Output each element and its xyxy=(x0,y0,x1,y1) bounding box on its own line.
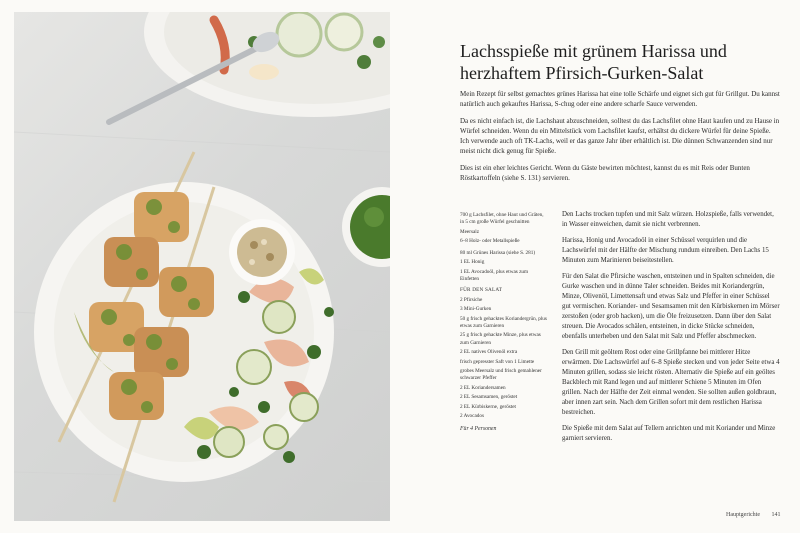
ingredient-item: 2 EL Sesamsamen, geröstet xyxy=(460,394,518,401)
method-step: Die Spieße mit dem Salat auf Tellern anrichten und mit Koriander und Minze garniert servieren. xyxy=(562,425,776,442)
ingredient-item: 2 EL natives Olivenöl extra xyxy=(460,349,518,356)
ingredient-item: Meersalz xyxy=(460,228,480,235)
ingredient-item: frisch gepresster Saft von 1 Limette xyxy=(460,358,535,365)
recipe-photo xyxy=(14,12,390,521)
ingredient-item: 1 EL Avocadoöl, plus etwas zum Einfetten xyxy=(460,268,528,282)
salad-heading: FÜR DEN SALAT xyxy=(460,287,503,294)
ingredient-item: 700 g Lachsfilet, ohne Haut und Gräten, in 5 cm große Würfel geschnitten xyxy=(460,212,544,226)
ingredient-item: 80 ml Grünes Harissa (siehe S. 281) xyxy=(460,249,536,256)
spice-bowl xyxy=(229,219,295,285)
ingredient-item: 50 g frisch gehacktes Koriandergrün, plus etwas zum Garnieren xyxy=(460,315,547,329)
page-number: 141 xyxy=(771,512,781,518)
page-footer xyxy=(726,512,780,518)
main-plate xyxy=(34,152,334,502)
ingredient-item: 3 Mini-Gurken xyxy=(460,306,492,313)
recipe-title: Lachsspieße mit grünem Harissa und herzhaftem Pfirsich-Gurken-Salat xyxy=(460,41,727,83)
ingredient-item: grobes Meersalz und frisch gemahlener schwarzer Pfeffer xyxy=(460,368,542,382)
intro-paragraph: Da es nicht einfach ist, die Lachshaut abzuschneiden, solltest du das Lachsfilet ohne Haut kaufen und zu Hause in Würfel schneiden. Wenn du ein Mittelstück vom Lachsfilet kaufst, erhältst du dickere Würfel für deine Spieße. Ich verwende auch oft TK-Lachs, weil er das ganze Jahr über erhältlich ist. Die dünnen Schwanzenden sind nur meist nicht dick genug für Spieße. xyxy=(460,117,780,155)
recipe-intro xyxy=(460,89,780,190)
recipe-page xyxy=(390,0,800,533)
ingredient-item: 2 Avocados xyxy=(460,413,484,420)
ingredient-item: 2 EL Kürbiskerne, geröstet xyxy=(460,403,516,410)
ingredient-list xyxy=(460,212,548,435)
method-steps xyxy=(562,210,780,450)
method-step: Den Lachs trocken tupfen und mit Salz würzen. Holzspieße, falls verwendet, in Wasser einweichen, damit sie nicht verbrennen. xyxy=(562,211,774,228)
ingredient-item: 25 g frisch gehackte Minze, plus etwas zum Garnieren xyxy=(460,332,541,346)
section-name: Hauptgerichte xyxy=(726,512,760,518)
intro-paragraph: Dies ist ein eher leichtes Gericht. Wenn du Gäste bewirten möchtest, kannst du es mit Reis oder Bunten Röstkartoffeln (siehe S. 131) servieren. xyxy=(460,164,750,182)
servings: Für 4 Personen xyxy=(460,425,497,432)
method-step: Für den Salat die Pfirsiche waschen, entsteinen und in Spalten schneiden, die Gurke waschen und in dünne Taler schneiden. Beides mit Koriandergrün, Minze, Olivenöl, Limettensaft und etwas Salz und Pfeffer in einer Schüssel gut vermischen. Koriander- und Sesamsamen mit den Kürbiskernen im Mörser zerstoßen (oder grob hacken), um die Öle freizusetzen. Dann über den Salat streuen. Die Avocados schälen, entsteinen, in dicke Stücke schneiden, ebenfalls unterheben und den Salat mit Salz und Pfeffer abschmecken. xyxy=(562,273,780,340)
ingredient-item: 2 EL Koriandersamen xyxy=(460,384,506,391)
top-plate xyxy=(144,12,390,117)
harissa-bowl xyxy=(342,187,390,267)
method-step: Harissa, Honig und Avocadoöl in einer Schüssel verquirlen und die Lachswürfel mit der Hälfte der Mischung rundum einreiben. Den Lachs 15 Minuten zum Marinieren beiseitestellen. xyxy=(562,237,769,264)
ingredient-item: 1 EL Honig xyxy=(460,259,485,266)
method-step: Den Grill mit geöltem Rost oder eine Grillpfanne bei mittlerer Hitze erwärmen. Die Lachswürfel auf 6–8 Spieße stecken und von jeder Seite etwa 4 Minuten grillen, sodass sie leicht rösten. Alternativ die Spieße auf ein geöltes Backblech mit Rand legen und auf mittlerer Schiene 5 Minuten im Ofen grillen. Nach der Hälfte der Zeit einmal wenden. Sie sollten außen goldbraun, aber innen zart sein. Nach dem Grillen sofort mit dem restlichen Harissa bestreichen. xyxy=(562,349,780,416)
intro-paragraph: Mein Rezept für selbst gemachtes grünes Harissa hat eine tolle Schärfe und eignet sich gut für Grillgut. Du kannst natürlich auch gekauftes Harissa, S-chug oder eine andere scharfe Sauce verwenden. xyxy=(460,90,780,108)
ingredient-item: 2 Pfirsiche xyxy=(460,296,483,303)
food-illustration xyxy=(14,12,390,521)
ingredient-item: 6–8 Holz- oder Metallspieße xyxy=(460,238,520,245)
